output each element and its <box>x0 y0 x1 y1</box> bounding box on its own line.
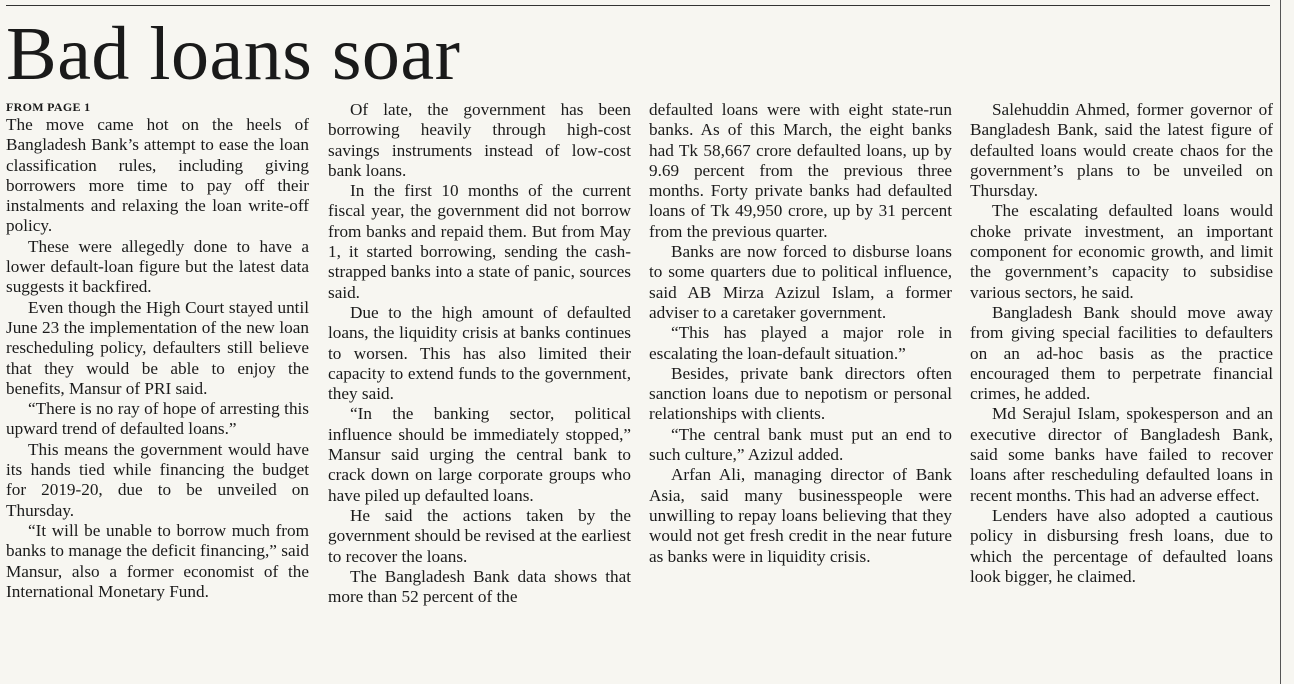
paragraph: The escalating defaulted loans would choke private investment, an important component for economic growth, and limit the government’s capacity to subsidise various sectors, he said. <box>970 201 1273 302</box>
paragraph: Lenders have also adopted a cautious policy in disbursing fresh loans, due to which the percentage of defaulted loans look bigger, he claimed. <box>970 505 1273 586</box>
paragraph: The move came hot on the heels of Bangladesh Bank’s attempt to ease the loan classification rules, including giving borrowers more time to pay off their instalments and relaxing the loan write-off policy. <box>6 115 309 236</box>
paragraph: “In the banking sector, political influence should be immediately stopped,” Mansur said urging the central bank to crack down on large corporate groups who have piled up defaulted loans. <box>328 404 631 505</box>
paragraph: Arfan Ali, managing director of Bank Asia, said many businesspeople were unwilling to repay loans believing that they would not get fresh credit in the near future as banks were in liquidity crisis. <box>649 465 952 566</box>
paragraph: “It will be unable to borrow much from banks to manage the deficit financing,” said Mansur, also a former economist of the International Monetary Fund. <box>6 520 309 601</box>
paragraph: defaulted loans were with eight state-run banks. As of this March, the eight banks had Tk 58,667 crore defaulted loans, up by 9.69 percent from the previous three months. Forty private banks had defaulted loans of Tk 49,950 crore, up by 31 percent from the previous quarter. <box>649 100 952 241</box>
paragraph: The Bangladesh Bank data shows that more than 52 percent of the <box>328 566 631 607</box>
headline: Bad loans soar <box>6 12 461 96</box>
paragraph: These were allegedly done to have a lower default-loan figure but the latest data suggests it backfired. <box>6 236 309 297</box>
paragraph: “This has played a major role in escalating the loan-default situation.” <box>649 323 952 363</box>
article-column-1 <box>6 100 309 602</box>
paragraph: This means the government would have its hands tied while financing the budget for 2019-20, due to be unveiled on Thursday. <box>6 439 309 520</box>
paragraph: Due to the high amount of defaulted loans, the liquidity crisis at banks continues to worsen. This has also limited their capacity to extend funds to the government, they said. <box>328 302 631 404</box>
paragraph: Of late, the government has been borrowing heavily through high-cost savings instruments instead of low-cost bank loans. <box>328 100 631 180</box>
paragraph: Even though the High Court stayed until June 23 the implementation of the new loan rescheduling policy, defaulters still believe that they would be able to enjoy the benefits, Mansur of PRI said. <box>6 297 309 398</box>
paragraph: Banks are now forced to disburse loans to some quarters due to political influence, said AB Mirza Azizul Islam, a former adviser to a caretaker government. <box>649 242 952 322</box>
column-divider-rule <box>1280 0 1281 684</box>
paragraph: Salehuddin Ahmed, former governor of Bangladesh Bank, said the latest figure of defaulted loans would create chaos for the government’s plans to be unveiled on Thursday. <box>970 100 1273 201</box>
article-column-2 <box>328 100 631 607</box>
continued-from-label: FROM PAGE 1 <box>6 100 91 114</box>
paragraph: In the first 10 months of the current fiscal year, the government did not borrow from banks and repaid them. But from May 1, it started borrowing, sending the cash-strapped banks into a state of panic, sources said. <box>328 181 631 302</box>
article-column-4 <box>970 100 1273 587</box>
article-column-3 <box>649 100 952 567</box>
paragraph: Besides, private bank directors often sanction loans due to nepotism or personal relationships with clients. <box>649 363 952 424</box>
paragraph: Md Serajul Islam, spokesperson and an executive director of Bangladesh Bank, said some banks have failed to recover loans after rescheduling defaulted loans in recent months. This had an adverse effect. <box>970 404 1273 505</box>
paragraph: He said the actions taken by the government should be revised at the earliest to recover the loans. <box>328 505 631 566</box>
paragraph: “The central bank must put an end to such culture,” Azizul added. <box>649 424 952 465</box>
top-rule <box>6 5 1270 6</box>
paragraph: “There is no ray of hope of arresting this upward trend of defaulted loans.” <box>6 399 309 439</box>
adjacent-article-edge <box>1284 0 1294 684</box>
paragraph: Bangladesh Bank should move away from giving special facilities to defaulters on an ad-hoc basis as the practice encouraged them to perpetrate financial crimes, he added. <box>970 302 1273 404</box>
